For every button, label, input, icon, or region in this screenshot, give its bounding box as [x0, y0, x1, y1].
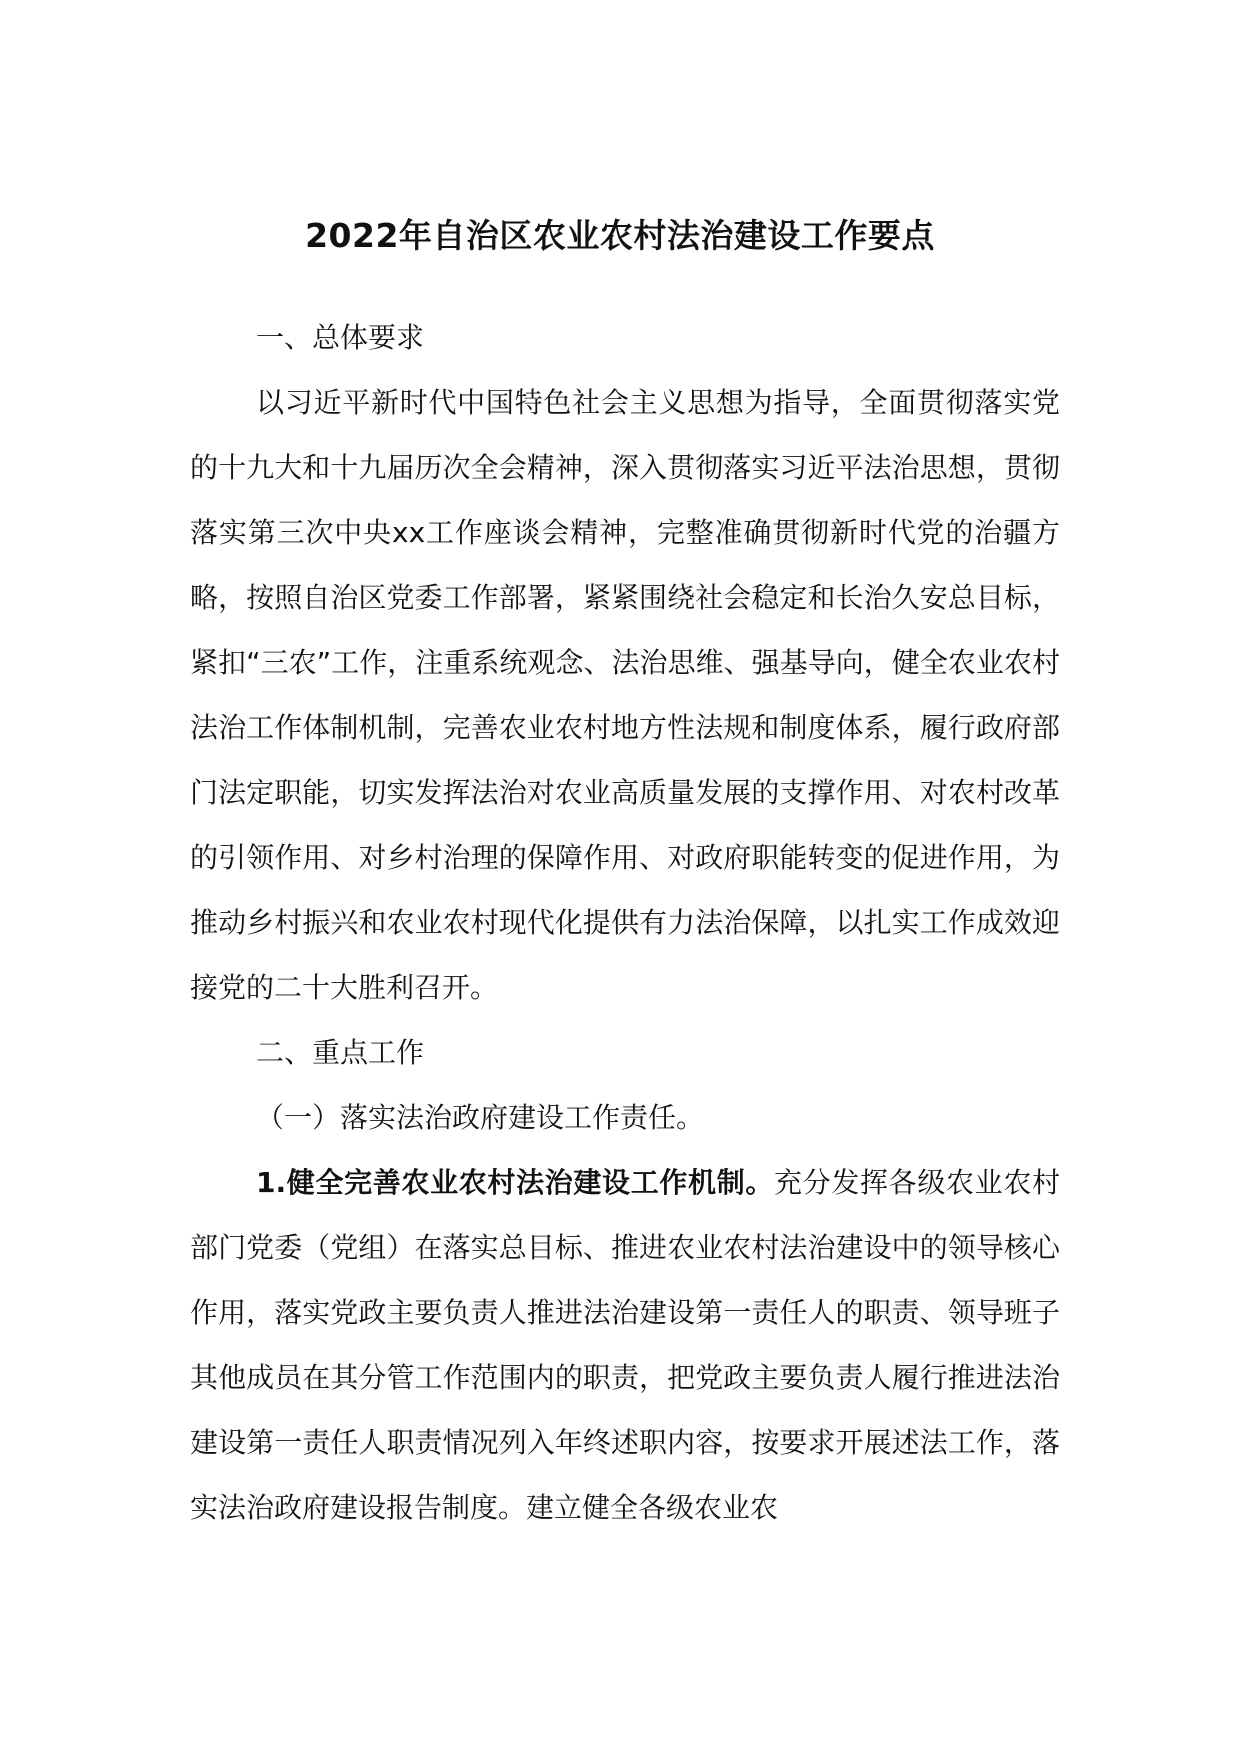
section-heading-general-requirements: 一、总体要求: [256, 321, 425, 354]
item-1-paragraph: [190, 1150, 1060, 1540]
subsection-heading-responsibility: （一）落实法治政府建设工作责任。: [256, 1101, 705, 1134]
document-body: [190, 305, 1060, 1540]
general-requirements-paragraph: 以习近平新时代中国特色社会主义思想为指导，全面贯彻落实党的十九大和十九届历次全会精神，深入贯彻落实习近平法治思想，贯彻落实第三次中央xx工作座谈会精神，完整准确贯彻新时代党的治疆方略，按照自治区党委工作部署，紧紧围绕社会稳定和长治久安总目标，紧扣“三农”工作，注重系统观念、法治思维、强基导向，健全农业农村法治工作体制机制，完善农业农村地方性法规和制度体系，履行政府部门法定职能，切实发挥法治对农业高质量发展的支撑作用、对农村改革的引领作用、对乡村治理的保障作用、对政府职能转变的促进作用，为推动乡村振兴和农业农村现代化提供有力法治保障，以扎实工作成效迎接党的二十大胜利召开。: [190, 386, 1060, 1004]
item-1-body: 充分发挥各级农业农村部门党委（党组）在落实总目标、推进农业农村法治建设中的领导核心作用，落实党政主要负责人推进法治建设第一责任人的职责、领导班子其他成员在其分管工作范围内的职责，把党政主要负责人履行推进法治建设第一责任人职责情况列入年终述职内容，按要求开展述法工作，落实法治政府建设报告制度。建立健全各级农业农: [190, 1166, 1060, 1524]
document-title: 2022年自治区农业农村法治建设工作要点: [305, 216, 935, 255]
section-heading-key-work: 二、重点工作: [256, 1036, 425, 1069]
item-1-title: 1.健全完善农业农村法治建设工作机制。: [256, 1166, 775, 1199]
